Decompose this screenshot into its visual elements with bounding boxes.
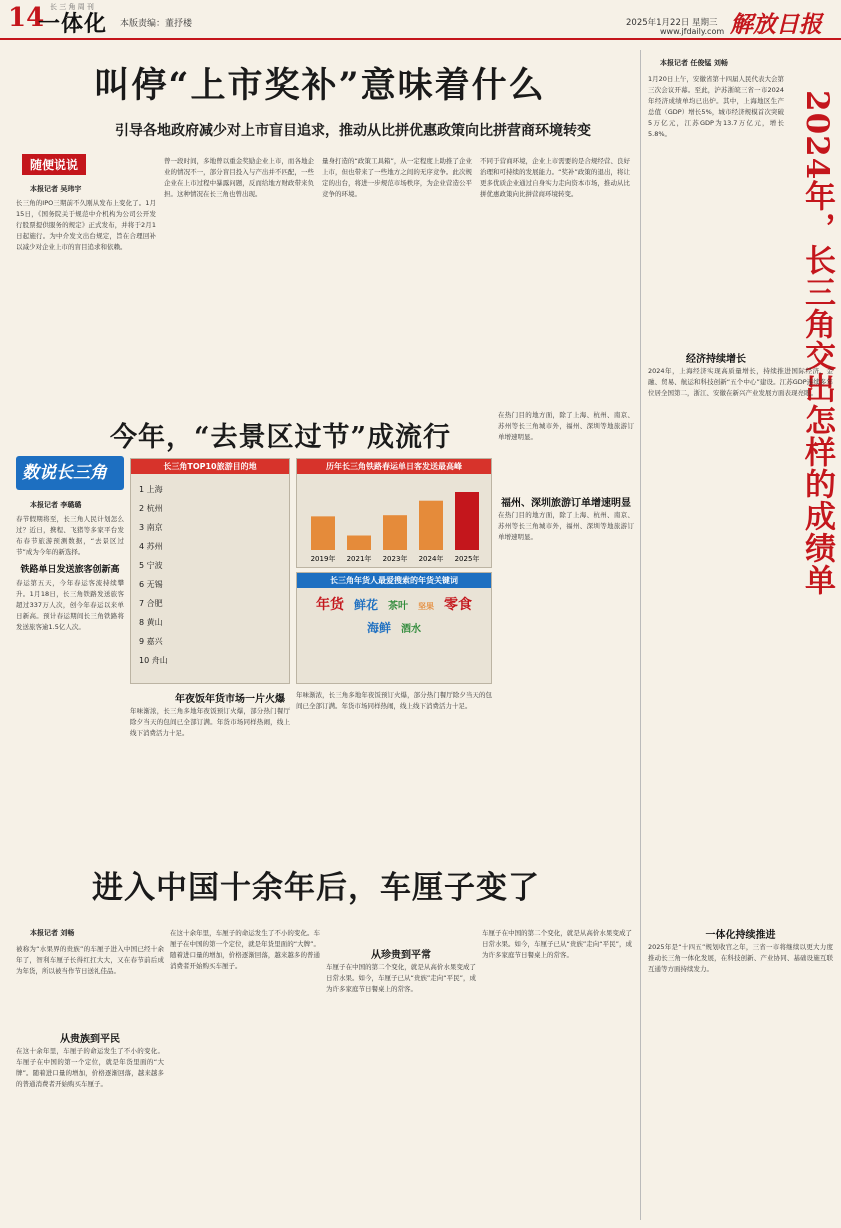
numbers-banner: 数说长三角 <box>16 456 124 490</box>
issue-date: 2025年1月22日 星期三 <box>626 18 718 28</box>
story2-byline: 本报记者 任俊锰 刘畅 <box>660 59 728 67</box>
story3-col-1: 春节假期将至，长三角人民计划怎么过？近日，携程、飞猪等多家平台发布春节旅游预测数据，“去景区过节”成为今年的新选择。 <box>16 515 124 556</box>
keyword-item: 零食 <box>444 597 472 613</box>
story1-col-1: 长三角的IPO三期前不久刚从发布上变化了。1月15日，《国务院关于规范中介机构为公司公开发行股票提供服务的规定》正式发布，并将于2月1日起施行。为中介发文出台规定，旨在合理回补以减少对企业上市的盲目追求和依赖。 <box>16 199 156 251</box>
top10-item: 10 舟山 <box>139 656 168 665</box>
story3-byline: 本报记者 李璐璐 <box>30 501 82 509</box>
railway-bar <box>311 516 335 550</box>
story1-col-3: 量身打造的“政策工具箱”，从一定程度上助推了企业上市，但也带来了一些地方之间的无序竞争。此次规定的出台，将进一步规范市场秩序，为企业营造公平竞争的环境。 <box>322 157 472 198</box>
story4-col-4: 车厘子在中国的第二个变化，就是从高价水果变成了日常水果。如今，车厘子已从“贵族”走向“平民”，成为许多家庭节日餐桌上的常客。 <box>326 963 476 993</box>
keyword-item: 茶叶 <box>388 601 408 612</box>
section-name: 一体化 <box>38 11 108 37</box>
chart-panel-railway <box>296 458 492 568</box>
top10-item: 1 上海 <box>139 485 163 494</box>
masthead <box>0 0 841 40</box>
story2-subhead-2: 一体化持续推进 <box>705 930 776 941</box>
top10-list <box>131 474 289 676</box>
story2-col-2: 2024年，上海经济实现高质量增长，持续推进国际经济、金融、贸易、航运和科技创新“五个中心”建设。江苏GDP连续多年位居全国第二，浙江、安徽在新兴产业发展方面表现亮眼。 <box>648 367 833 397</box>
story4-col-3: 在这十余年里，车厘子的命运发生了不小的变化。车厘子在中国的第一个定位，就是年货里面的“大牌”。随着进口量的增加，价格逐渐回落，越来越多的普通消费者开始购买车厘子。 <box>170 929 320 970</box>
story3-headline: 今年，“去景区过节”成流行 <box>110 422 452 453</box>
railway-year-label: 2023年 <box>382 555 408 563</box>
story4-col-5: 车厘子在中国的第二个变化，就是从高价水果变成了日常水果。如今，车厘子已从“贵族”走向“平民”，成为许多家庭节日餐桌上的常客。 <box>482 929 632 959</box>
newspaper-logo: 解放日报 <box>730 11 822 38</box>
top10-item: 7 合肥 <box>139 599 163 608</box>
keyword-item: 鲜花 <box>353 598 378 612</box>
story3-subhead-3: 福州、深圳旅游订单增速明显 <box>501 498 631 509</box>
story1-col-2: 曾一段时间，多地曾以重金奖励企业上市，而各地企业的情况不一，部分盲目投入与产出并不匹配，一些企业在上市过程中暴露问题，反而给地方财政带来负担。这种情况在长三角也曾出现。 <box>164 157 314 198</box>
story1-headline: 叫停“上市奖补”意味着什么 <box>94 65 546 106</box>
story4-col-2: 在这十余年里，车厘子的命运发生了不小的变化。车厘子在中国的第一个定位，就是年货里面的“大牌”。随着进口量的增加，价格逐渐回落，越来越多的普通消费者开始购买车厘子。 <box>16 1047 164 1088</box>
chart-panel-top10 <box>130 458 290 684</box>
keyword-item: 海鲜 <box>366 621 391 635</box>
story2-col-1: 1月20日上午，安徽省第十四届人民代表大会第三次会议开幕。至此，沪苏浙皖三省一市2024年经济成绩单均已出炉。其中，上海地区生产总值（GDP）增长5%，城市经济规模首次突破5万亿元，江苏GDP为13.7万亿元，增长5.8%。 <box>648 75 784 138</box>
keyword-item: 年货 <box>315 597 344 613</box>
page-number: 14 <box>8 3 45 33</box>
top10-item: 6 无锡 <box>139 580 163 589</box>
story3-col-4: 在热门目的地方面，除了上海、杭州、南京、苏州等长三角城市外，福州、深圳等地旅游订单增速明显。 <box>498 511 634 541</box>
railway-bar <box>455 492 479 550</box>
story2-vertical-headline: 2024年，长三角交出怎样的成绩单 <box>799 90 835 597</box>
top10-item: 5 宁波 <box>139 561 163 570</box>
chart-title-top10: 长三角TOP10旅游目的地 <box>131 459 289 474</box>
story4-byline: 本报记者 刘畅 <box>30 929 75 937</box>
story3-subhead-1: 铁路单日发送旅客创新高 <box>20 565 120 575</box>
chart-title-keywords: 长三角年货人最爱搜索的年货关键词 <box>297 573 491 588</box>
editor-credit: 本版责编：董抒楼 <box>120 19 193 29</box>
story2-col-3: 2025年是“十四五”规划收官之年，三省一市将继续以更大力度推动长三角一体化发展，在科技创新、产业协同、基础设施互联互通等方面持续发力。 <box>648 943 833 973</box>
railway-bar <box>419 501 443 550</box>
top10-item: 2 杭州 <box>139 504 163 513</box>
column-tag: 随便说说 <box>22 154 86 175</box>
keyword-item: 酒水 <box>401 624 421 635</box>
top10-item: 9 嘉兴 <box>139 637 163 646</box>
story4-col-1: 被称为“水果界的贵族”的车厘子进入中国已经十余年了，智利车厘子长得红扛大大，又在春节前后成为年货，所以被当作节日送礼佳品。 <box>16 945 164 975</box>
chart-title-railway: 历年长三角铁路春运单日客发送最高峰 <box>297 459 491 474</box>
story4-subhead-2: 从珍贵到平常 <box>371 950 431 961</box>
website-url[interactable]: www.jfdaily.com <box>660 27 725 36</box>
railway-bar <box>383 515 407 550</box>
top10-item: 4 苏州 <box>139 542 163 551</box>
railway-year-label: 2024年 <box>418 555 444 563</box>
railway-bar <box>347 536 371 551</box>
top10-item: 8 黄山 <box>139 618 163 627</box>
story1-subheadline: 引导各地政府减少对上市盲目追求，推动从比拼优惠政策向比拼营商环境转变 <box>115 123 591 139</box>
story3-col-2: 春运第五天，今年春运客流持续攀升。1月18日，长三角铁路发送旅客超过337万人次，创今年春运以来单日新高。预计春运期间长三角铁路将发送旅客逾1.5亿人次。 <box>16 579 124 631</box>
story1-col-4: 不同于营商环境，企业上市需要的是合规经营、良好治理和可持续的发展能力。“奖补”政策的退出，将让更多优质企业通过自身实力走向资本市场，推动从比拼优惠政策向比拼营商环境转变。 <box>480 157 630 198</box>
story3-col-3b: 年味渐浓，长三角多地年夜饭预订火爆，部分热门餐厅除夕当天的包间已全部订满。年货市场同样热闹，线上线下消费活力十足。 <box>296 691 492 710</box>
story2-subhead-1: 经济持续增长 <box>686 354 746 365</box>
story3-subhead-2: 年夜饭年货市场一片火爆 <box>175 694 285 705</box>
top10-item: 3 南京 <box>139 523 163 532</box>
story4-subhead-1: 从贵族到平民 <box>60 1034 120 1045</box>
story3-col-4a: 在热门目的地方面，除了上海、杭州、南京、苏州等长三角城市外，福州、深圳等地旅游订单增速明显。 <box>498 411 634 441</box>
chart-panel-keywords <box>296 572 492 684</box>
railway-year-label: 2021年 <box>346 555 372 563</box>
story3-col-3: 年味渐浓，长三角多地年夜饭预订火爆，部分热门餐厅除夕当天的包间已全部订满。年货市场同样热闹，线上线下消费活力十足。 <box>130 707 290 737</box>
keyword-item: 坚果 <box>418 602 434 611</box>
story1-byline: 本报记者 吴玮宇 <box>30 185 82 193</box>
column-divider <box>640 50 641 1220</box>
railway-year-label: 2025年 <box>454 555 480 563</box>
railway-bar-chart <box>297 474 491 564</box>
section-en-label: 长 三 角 周 刊 <box>50 3 94 11</box>
keyword-cloud <box>297 588 491 646</box>
railway-year-label: 2019年 <box>310 555 336 563</box>
story4-headline: 进入中国十余年后，车厘子变了 <box>92 870 540 906</box>
